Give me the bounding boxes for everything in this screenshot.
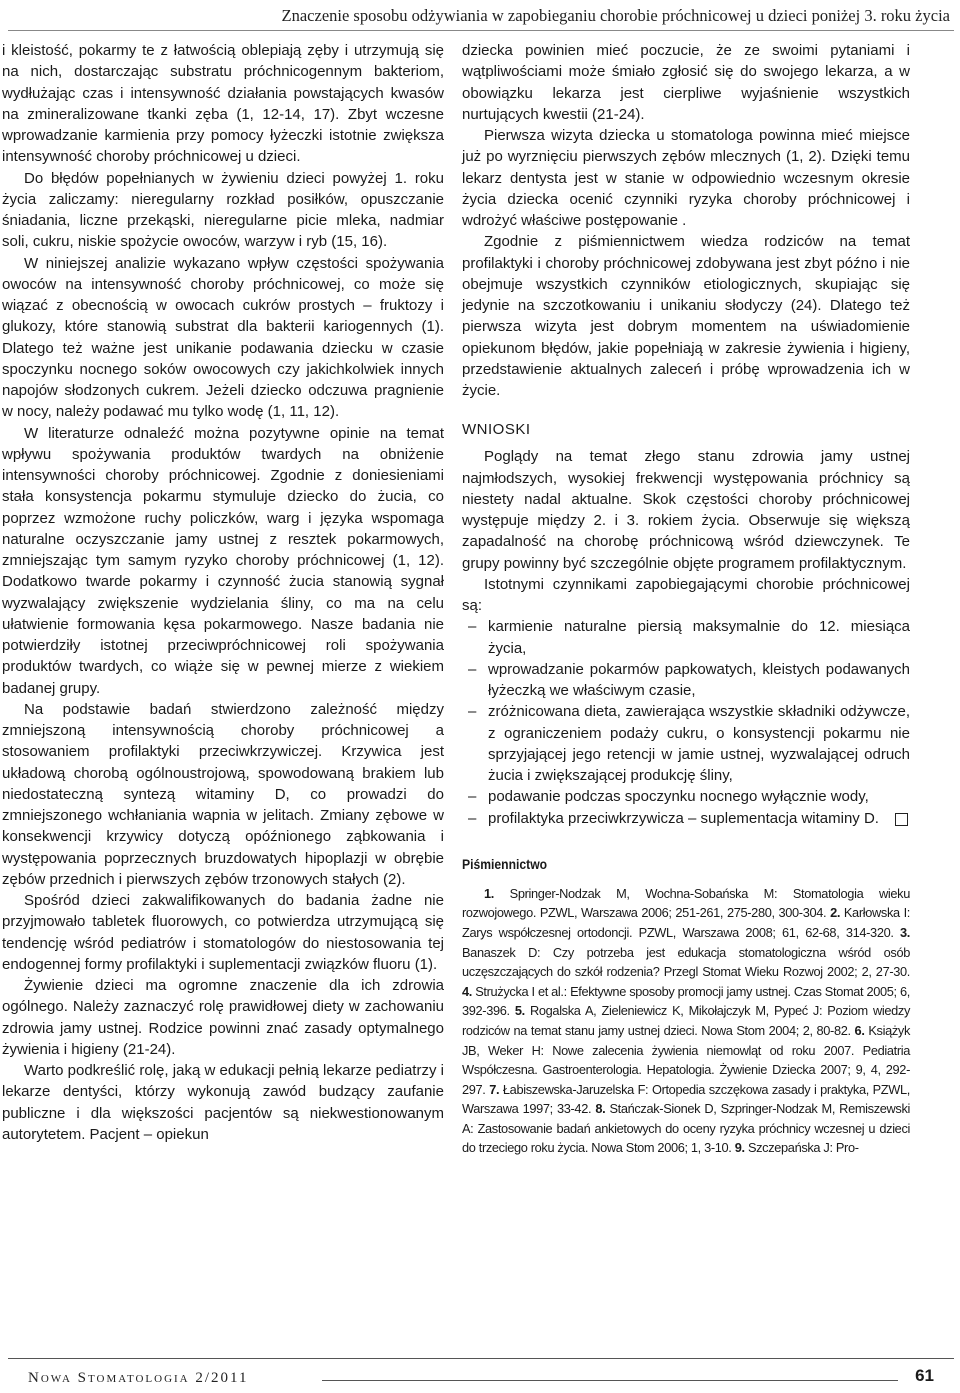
ref-text: Rogalska A, Zieleniewicz K, Mikołajczyk M, Pypeć J: Poziom wiedzy rodziców na temat stanu jamy ustnej dzieci. Nowa Stom 2004; 2, 80-82. <box>462 1003 910 1038</box>
list-item: – podawanie podczas spoczynku nocnego wyłącznie wody, <box>462 786 910 807</box>
paragraph: Spośród dzieci zakwalifikowanych do badania żadne nie przyjmowało tabletek fluorowych, co potwierdza utrzymującą się tendencję wśród pediatrów i stomatologów do niestosowania tej endogennej formy profilaktyki i suplementacji związków fluoru (1). <box>2 892 444 973</box>
ref-number: 9. <box>734 1140 745 1156</box>
paragraph: W niniejszej analizie wykazano wpływ częstości spożywania owoców na intensywność choroby próchnicowej, co może się wiązać z obecnością w owocach cukrów prostych – fruktozy i glukozy, które stanowią substrat dla bakterii kariogennych (1). Dlatego też ważne jest unikanie podawania dziecku w czasie spoczynku nocnego soków owocowych czy jakichkolwiek innych napojów słodzonych cukrem. Jeżeli dziecko odczuwa pragnienie w nocy, należy podawać mu tylko wodę (1, 11, 12). <box>2 254 444 421</box>
ref-number: 1. <box>484 885 494 901</box>
list-item: – wprowadzanie pokarmów papkowatych, kleistych podawanych łyżeczką we właściwym czasie, <box>462 659 910 702</box>
list-item: – karmienie naturalne piersią maksymalnie do 12. miesiąca życia, <box>462 616 910 659</box>
ref-number: 7. <box>489 1081 500 1097</box>
list-item: – zróżnicowana dieta, zawierająca wszystkie składniki odżywcze, z ograniczeniem podaży cukru, o konsystencji pokarmu nie sprzyjającej jego retencji w jamie ustnej, wyzwalającej odruch żucia i zwiększającej produkcję śliny, <box>462 701 910 786</box>
ref-text: Książyk JB, Weker H: Nowe zalecenia żywienia niemowląt od roku 2007. Pediatria Współczesna. Gastroenterologia. Hepatologia. Żywienie Dziecka 2007; 9, 4, 292-297. <box>462 1022 910 1097</box>
paragraph: Zgodnie z piśmiennictwem wiedza rodziców na temat profilaktyki i choroby próchnicowej zdobywana jest zbyt późno i nie obejmuje wszystkich czynników etiologicznych, skupiając się jedynie na szczotkowaniu i unikaniu słodyczy (24). Dlatego też pierwsza wizyta jest dobrym momentem na uświadomienie opiekunom błędów, jakie popełniają w zakresie żywienia i higieny, przedstawienie aktualnych zaleceń i próbę wprowadzenia ich w życie. <box>462 233 910 399</box>
running-title: Znaczenie sposobu odżywiania w zapobieganiu chorobie próchnicowej u dzieci poniżej 3. roku życia <box>281 6 950 25</box>
factor-list <box>462 616 910 829</box>
ref-text: Szczepańska J: Pro- <box>747 1140 859 1156</box>
ref-text: Stańczak-Sionek D, Szpringer-Nodzak M, Remiszewski A: Zastosowanie badań ankietowych do oceny ryzyka próchnicy wczesnej u dzieci do trzeciego roku życia. Nowa Stom 2006; 1, 3-10. <box>462 1101 910 1156</box>
header-rule <box>8 30 954 31</box>
paragraph: Warto podkreślić rolę, jaką w edukacji pełnią lekarze pediatrzy i lekarze dentyści, którzy wykonują zawód budzący zaufanie publiczne i dla większości pacjentów są niekwestionowanym autorytetem. Pacjent – opiekun <box>2 1062 444 1143</box>
ref-number: 8. <box>595 1101 606 1117</box>
page-number: 61 <box>911 1366 938 1386</box>
ref-text: Strużycka I et al.: Efektywne sposoby promocji jamy ustnej. Czas Stomat 2005; 6, 392-396. <box>462 983 910 1019</box>
ref-text: Karłowska I: Zarys współczesnej ortodoncji. PZWL, Warszawa 2008; 61, 62-68, 314-320. <box>462 905 910 940</box>
paragraph: W literaturze odnaleźć można pozytywne opinie na temat wpływu spożywania produktów twardych na obniżenie intensywności choroby próchnicowej. Zgodnie z doniesieniami stała konsystencja pokarmu stymuluje dziecko do żucia, co poprzez wzmożone ruchy policzków, warg i języka wspomaga naturalne oczyszczanie jamy ustnej z resztek pokarmowych, zmniejszając tym samym ryzyko choroby próchnicowej (1, 12). Dodatkowo twarde pokarmy i czynność żucia stanowią sygnał wyzwalający zwiększenie wydzielania śliny, co ma na celu ułatwienie formowania kęsa pokarmowego. Nasze badania nie potwierdziły istotnej przeciwpróchnicowej roli spożywania produktów twardych, co wiąże się w pewnej mierze z wiekiem badanej grupy. <box>2 424 444 697</box>
ref-number: 4. <box>462 983 472 999</box>
ref-number: 5. <box>514 1003 525 1019</box>
ref-number: 6. <box>854 1022 865 1038</box>
paragraph: i kleistość, pokarmy te z łatwością oblepiają zęby i utrzymują się na nich, dostarczając substratu próchnicogennym bakteriom, wydłużając czas i intensywność działania powstających kwasów na zmineralizowane tkanki zęba (1, 12-14, 17). Zbyt wczesne wprowadzanie karmienia przy pomocy łyżeczki istotnie zwiększa intensywność choroby próchnicowej u dzieci. <box>2 42 444 166</box>
paragraph: Do błędów popełnianych w żywieniu dzieci powyżej 1. roku życia zaliczamy: nieregularny rozkład posiłków, opuszczanie śniadania, liczne przekąski, nieregularne picie mleka, nadmiar soli, cukru, niskie spożycie owoców, warzyw i ryb (15, 16). <box>2 169 444 251</box>
paragraph: Żywienie dzieci ma ogromne znaczenie dla ich zdrowia ogólnego. Należy zaznaczyć rolę prawidłowej diety w zachowaniu zdrowia jamy ustnej. Rodzice powinni znać zasady optymalnego żywienia i higieny (21-24). <box>2 977 444 1058</box>
list-item-text: profilaktyka przeciwkrzywicza – suplementacja witaminy D. <box>488 809 879 827</box>
paragraph: dziecka powinien mieć poczucie, że ze swoimi pytaniami i wątpliwościami może śmiało zgłosić się do swojego lekarza, a w obowiązku lekarza jest cierpliwe wyjaśnienie wszystkich nurtujących kwestii (21-24). <box>462 42 910 123</box>
journal-name: Nowa Stomatologia 2/2011 <box>28 1370 249 1386</box>
list-item <box>462 808 910 829</box>
ref-text: Banaszek D: Czy potrzeba jest edukacja stomatologiczna wśród osób uczęszczających do szkół rodzenia? Przegl Stomat Wieku Rozwoj 2002; 2, 27-30. <box>462 944 910 980</box>
paragraph: Istotnymi czynnikami zapobiegającymi chorobie próchnicowej są: <box>462 575 910 614</box>
references-heading: Piśmiennictwo <box>462 856 548 872</box>
paragraph: Poglądy na temat złego stanu zdrowia jamy ustnej najmłodszych, wysokiej frekwencji występowania próchnicy są niestety nadal aktualne. Skok częstości choroby próchnicowej występuje między 2. i 3. rokiem życia. Obserwuje się większą zapadalność na chorobę próchnicową wśród dziewczynek. Te grupy powinny być szczególnie objęte programem profilaktycznym. <box>462 448 910 572</box>
end-of-article-icon <box>895 813 908 826</box>
journal-rule <box>322 1380 898 1381</box>
right-column <box>462 40 910 1158</box>
paragraph: Na podstawie badań stwierdzono zależność między zmniejszoną intensywnością choroby próchnicowej a stosowaniem profilaktyki przeciwkrzywiczej. Krzywica jest układową chorobą ogólnoustrojową, spowodowaną brakiem lub niedostateczną syntezą witaminy D, co prowadzi do zmniejszonego wchłaniania wapnia w jelitach. Zmiany zębowe w konsekwencji krzywicy dotyczą opóźnionego ząbkowania i występowania poprzecznych bruzdowatych hipoplazji w obrębie zębów przednich i pierwszych zębów trzonowych stałych (2). <box>2 700 444 888</box>
references-list <box>462 884 910 1158</box>
left-column <box>2 40 444 1145</box>
ref-text: Springer-Nodzak M, Wochna-Sobańska M: Stomatologia wieku rozwojowego. PZWL, Warszawa 2006; 251-261, 275-280, 300-304. <box>462 885 910 921</box>
footer-rule <box>8 1358 954 1359</box>
ref-number: 2. <box>830 905 841 921</box>
paragraph: Pierwsza wizyta dziecka u stomatologa powinna mieć miejsce już po wyrznięciu pierwszych zębów mlecznych (1, 2). Dzięki temu lekarz dentysta jest w stanie w odpowiednio wczesnym okresie życia dziecka ocenić czynniki ryzyka choroby próchnicowej i wdrożyć właściwe postępowanie . <box>462 127 910 229</box>
ref-text: Łabiszewska-Jaruzelska F: Ortopedia szczękowa zasady i praktyka, PZWL, Warszawa 1997; 33-42. <box>462 1081 910 1117</box>
ref-number: 3. <box>900 924 910 940</box>
conclusions-heading: WNIOSKI <box>462 421 531 439</box>
